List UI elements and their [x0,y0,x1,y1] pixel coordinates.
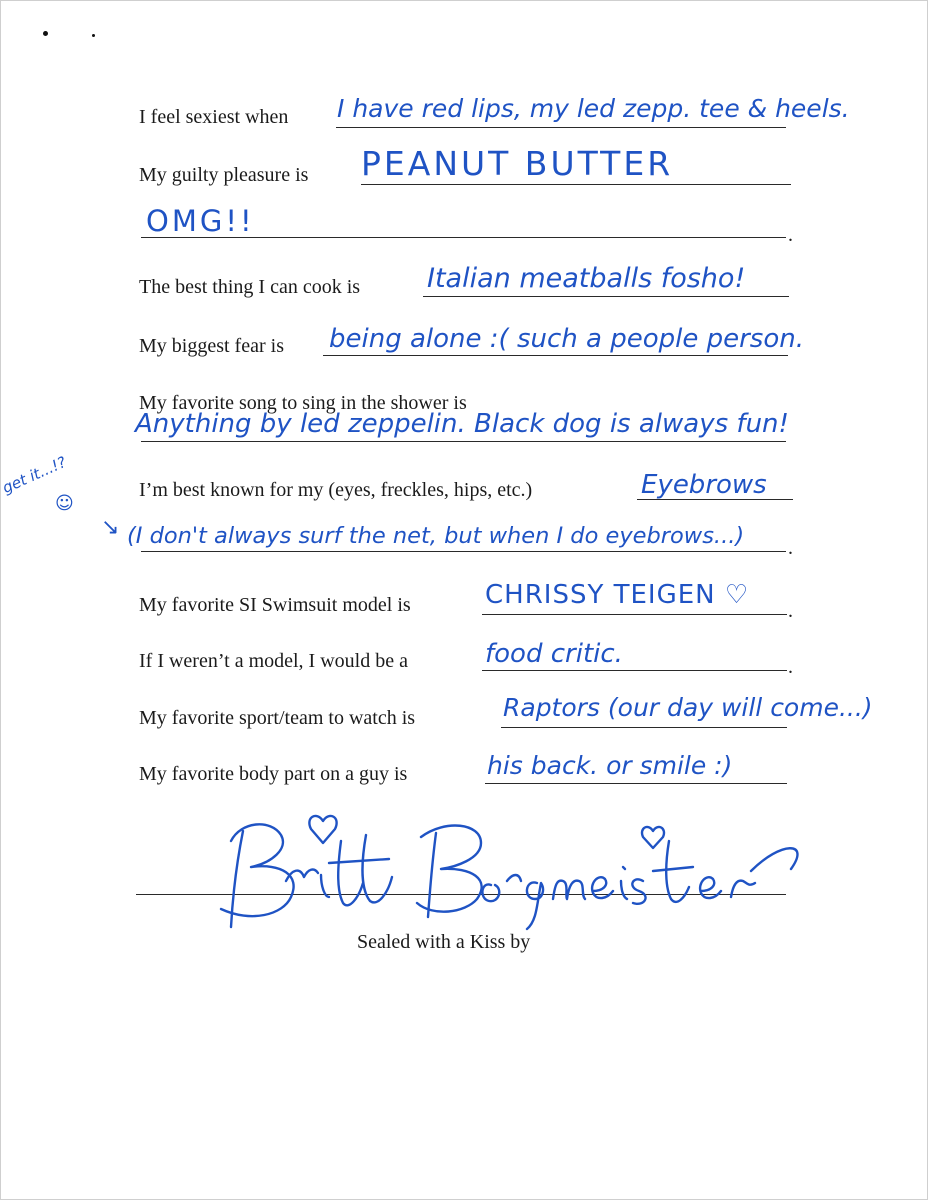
answer-best-known-line2: (I don't always surf the net, but when I do eyebrows...) [127,523,745,549]
answer-line [485,783,787,784]
prompt-sport-team: My favorite sport/team to watch is [139,707,416,729]
margin-note: get it...!? [0,453,69,497]
period: . [788,224,793,246]
ink-speck [43,31,48,36]
answer-sport-team: Raptors (our day will come...) [503,693,873,722]
answer-best-cook: Italian meatballs fosho! [427,263,746,294]
answer-line [336,127,786,128]
answer-line [423,296,789,297]
period: . [788,537,793,559]
prompt-not-model: If I weren’t a model, I would be a [139,650,408,672]
answer-si-model: CHRISSY TEIGEN ♡ [485,580,750,610]
answer-best-known-line1: Eyebrows [641,470,767,500]
ink-speck [92,34,95,37]
answer-line [361,184,791,185]
answer-biggest-fear: being alone :( such a people person. [329,324,804,354]
arrow-icon: ↘ [101,515,120,540]
signature [191,801,831,941]
period: . [788,656,793,678]
answer-shower-song: Anything by led zeppelin. Black dog is always fun! [135,409,789,439]
answer-guilty-pleasure-line2: OMG!! [146,204,255,238]
prompt-best-known: I’m best known for my (eyes, freckles, hips, etc.) [139,479,533,501]
prompt-si-model: My favorite SI Swimsuit model is [139,594,411,616]
answer-guilty-pleasure-line1: PEANUT BUTTER [361,144,674,183]
smiley-icon: ☺ [55,493,74,514]
answer-not-model: food critic. [485,639,623,669]
answer-line [141,551,786,552]
closing-text: Sealed with a Kiss by [357,931,531,953]
prompt-shower-song: My favorite song to sing in the shower is [139,392,467,414]
prompt-biggest-fear: My biggest fear is [139,335,284,357]
prompt-body-part: My favorite body part on a guy is [139,763,408,785]
answer-body-part: his back. or smile :) [487,751,733,780]
answer-line [141,441,786,442]
answer-line [323,355,788,356]
prompt-sexiest: I feel sexiest when [139,106,289,128]
answer-line [501,727,787,728]
prompt-guilty-pleasure: My guilty pleasure is [139,164,309,186]
answer-sexiest: I have red lips, my led zepp. tee & heels. [337,94,850,123]
prompt-best-cook: The best thing I can cook is [139,276,361,298]
answer-line [482,670,787,671]
period: . [788,600,793,622]
answer-line [482,614,787,615]
